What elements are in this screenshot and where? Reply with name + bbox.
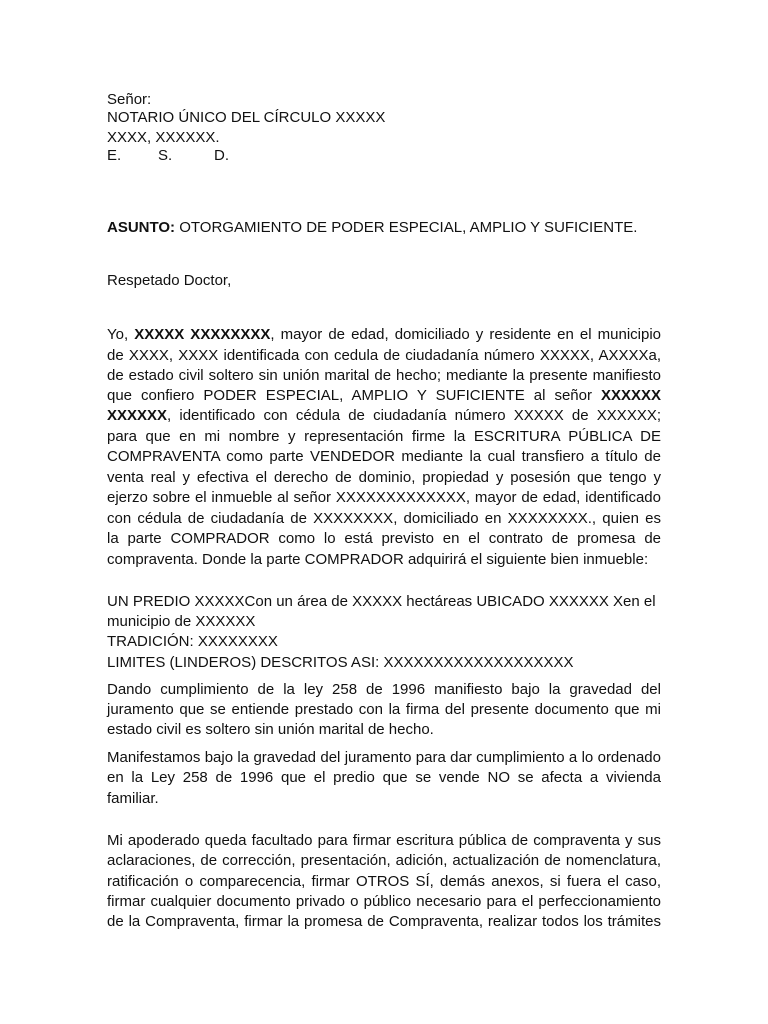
p4-line-1: Mi apoderado queda facultado para firmar escritura pública de compraventa y sus bbox=[107, 832, 661, 849]
property-line-1: UN PREDIO XXXXXCon un área de XXXXX hectáreas UBICADO XXXXXX Xen el bbox=[107, 593, 656, 610]
p1-l1-pre: Yo, bbox=[107, 326, 129, 343]
p1-line-2: de XXXX, XXXX identificada con cedula de ciudadanía número XXXXX, AXXXXa, bbox=[107, 347, 661, 364]
esd-d: D. bbox=[214, 147, 229, 164]
p4-line-5: de la Compraventa, firmar la promesa de Compraventa, realizar todos los trámites bbox=[107, 913, 661, 930]
p2-line-2: juramento que se entiende prestado con la firma del presente documento que mi bbox=[107, 701, 661, 718]
p1-line-6: para que en mi nombre y representación firme la ESCRITURA PÚBLICA DE bbox=[107, 428, 661, 445]
p2-line-3: estado civil es soltero sin unión marital de hecho. bbox=[107, 721, 434, 738]
subject-line bbox=[107, 218, 661, 238]
p1-line-9: ejerzo sobre el inmueble al señor XXXXXXXXXXXXX, mayor de edad, identificado bbox=[107, 489, 661, 506]
city-line: XXXX, XXXXXX. bbox=[107, 129, 220, 146]
attorney-name-1: XXXXXX bbox=[600, 387, 662, 404]
property-line-2: municipio de XXXXXX bbox=[107, 613, 256, 630]
property-tradicion: TRADICIÓN: XXXXXXXX bbox=[107, 633, 278, 650]
subject-text: OTORGAMIENTO DE PODER ESPECIAL, AMPLIO Y SUFICIENTE. bbox=[179, 219, 638, 236]
p1-line-12: compraventa. Donde la parte COMPRADOR adquirirá el siguiente bien inmueble: bbox=[107, 551, 649, 568]
p1-line-5 bbox=[107, 406, 661, 426]
p1-l1-post: , mayor de edad, domiciliado y residente en el municipio bbox=[270, 326, 661, 343]
esd-e: E. bbox=[107, 147, 122, 164]
salutation: Señor: bbox=[107, 91, 152, 108]
p1-l4-pre: que confiero PODER ESPECIAL, AMPLIO Y SUFICIENTE al señor bbox=[107, 387, 592, 404]
p3-line-2: en la Ley 258 de 1996 que el predio que se vende NO se afecta a vivienda bbox=[107, 769, 661, 786]
p1-line-3: de estado civil soltero sin unión marital de hecho; mediante la presente manifiesto bbox=[107, 367, 661, 384]
p2-line-1: Dando cumplimiento de la ley 258 de 1996 manifiesto bajo la gravedad del bbox=[107, 681, 661, 698]
p1-line-10: con cédula de ciudadanía de XXXXXXXX, domiciliado en XXXXXXXX., quien es bbox=[107, 510, 661, 527]
p1-line-7: COMPRAVENTA como parte VENDEDOR mediante la cual transfiero a título de bbox=[107, 448, 661, 465]
recipient: NOTARIO ÚNICO DEL CÍRCULO XXXXX bbox=[107, 109, 386, 126]
p4-line-2: aclaraciones, de corrección, presentación, adición, actualización de nomenclatura, bbox=[107, 852, 661, 869]
p1-line-11: la parte COMPRADOR como lo está previsto en el contrato de promesa de bbox=[107, 530, 661, 547]
grantor-name: XXXXX XXXXXXXX bbox=[134, 326, 271, 343]
subject-label: ASUNTO: bbox=[107, 219, 176, 236]
attorney-name-2: XXXXXX bbox=[107, 407, 168, 424]
p1-l5-post: , identificado con cédula de ciudadanía número XXXXX de XXXXXX; bbox=[167, 407, 661, 424]
p4-line-4: firmar cualquier documento privado o público necesario para el perfeccionamiento bbox=[107, 893, 661, 910]
p3-line-3: familiar. bbox=[107, 790, 159, 807]
p3-line-1: Manifestamos bajo la gravedad del juramento para dar cumplimiento a lo ordenado bbox=[107, 749, 661, 766]
greeting: Respetado Doctor, bbox=[107, 272, 232, 289]
p1-line-1 bbox=[107, 325, 661, 345]
p4-line-3: ratificación o comparecencia, firmar OTROS SÍ, demás anexos, si fuera el caso, bbox=[107, 873, 661, 890]
property-limites: LIMITES (LINDEROS) DESCRITOS ASI: XXXXXXXXXXXXXXXXXXX bbox=[107, 654, 574, 671]
p1-line-4 bbox=[107, 386, 661, 406]
esd-s: S. bbox=[158, 147, 173, 164]
p1-line-8: venta real y efectiva el derecho de dominio, propiedad y posesión que tengo y bbox=[107, 469, 661, 486]
